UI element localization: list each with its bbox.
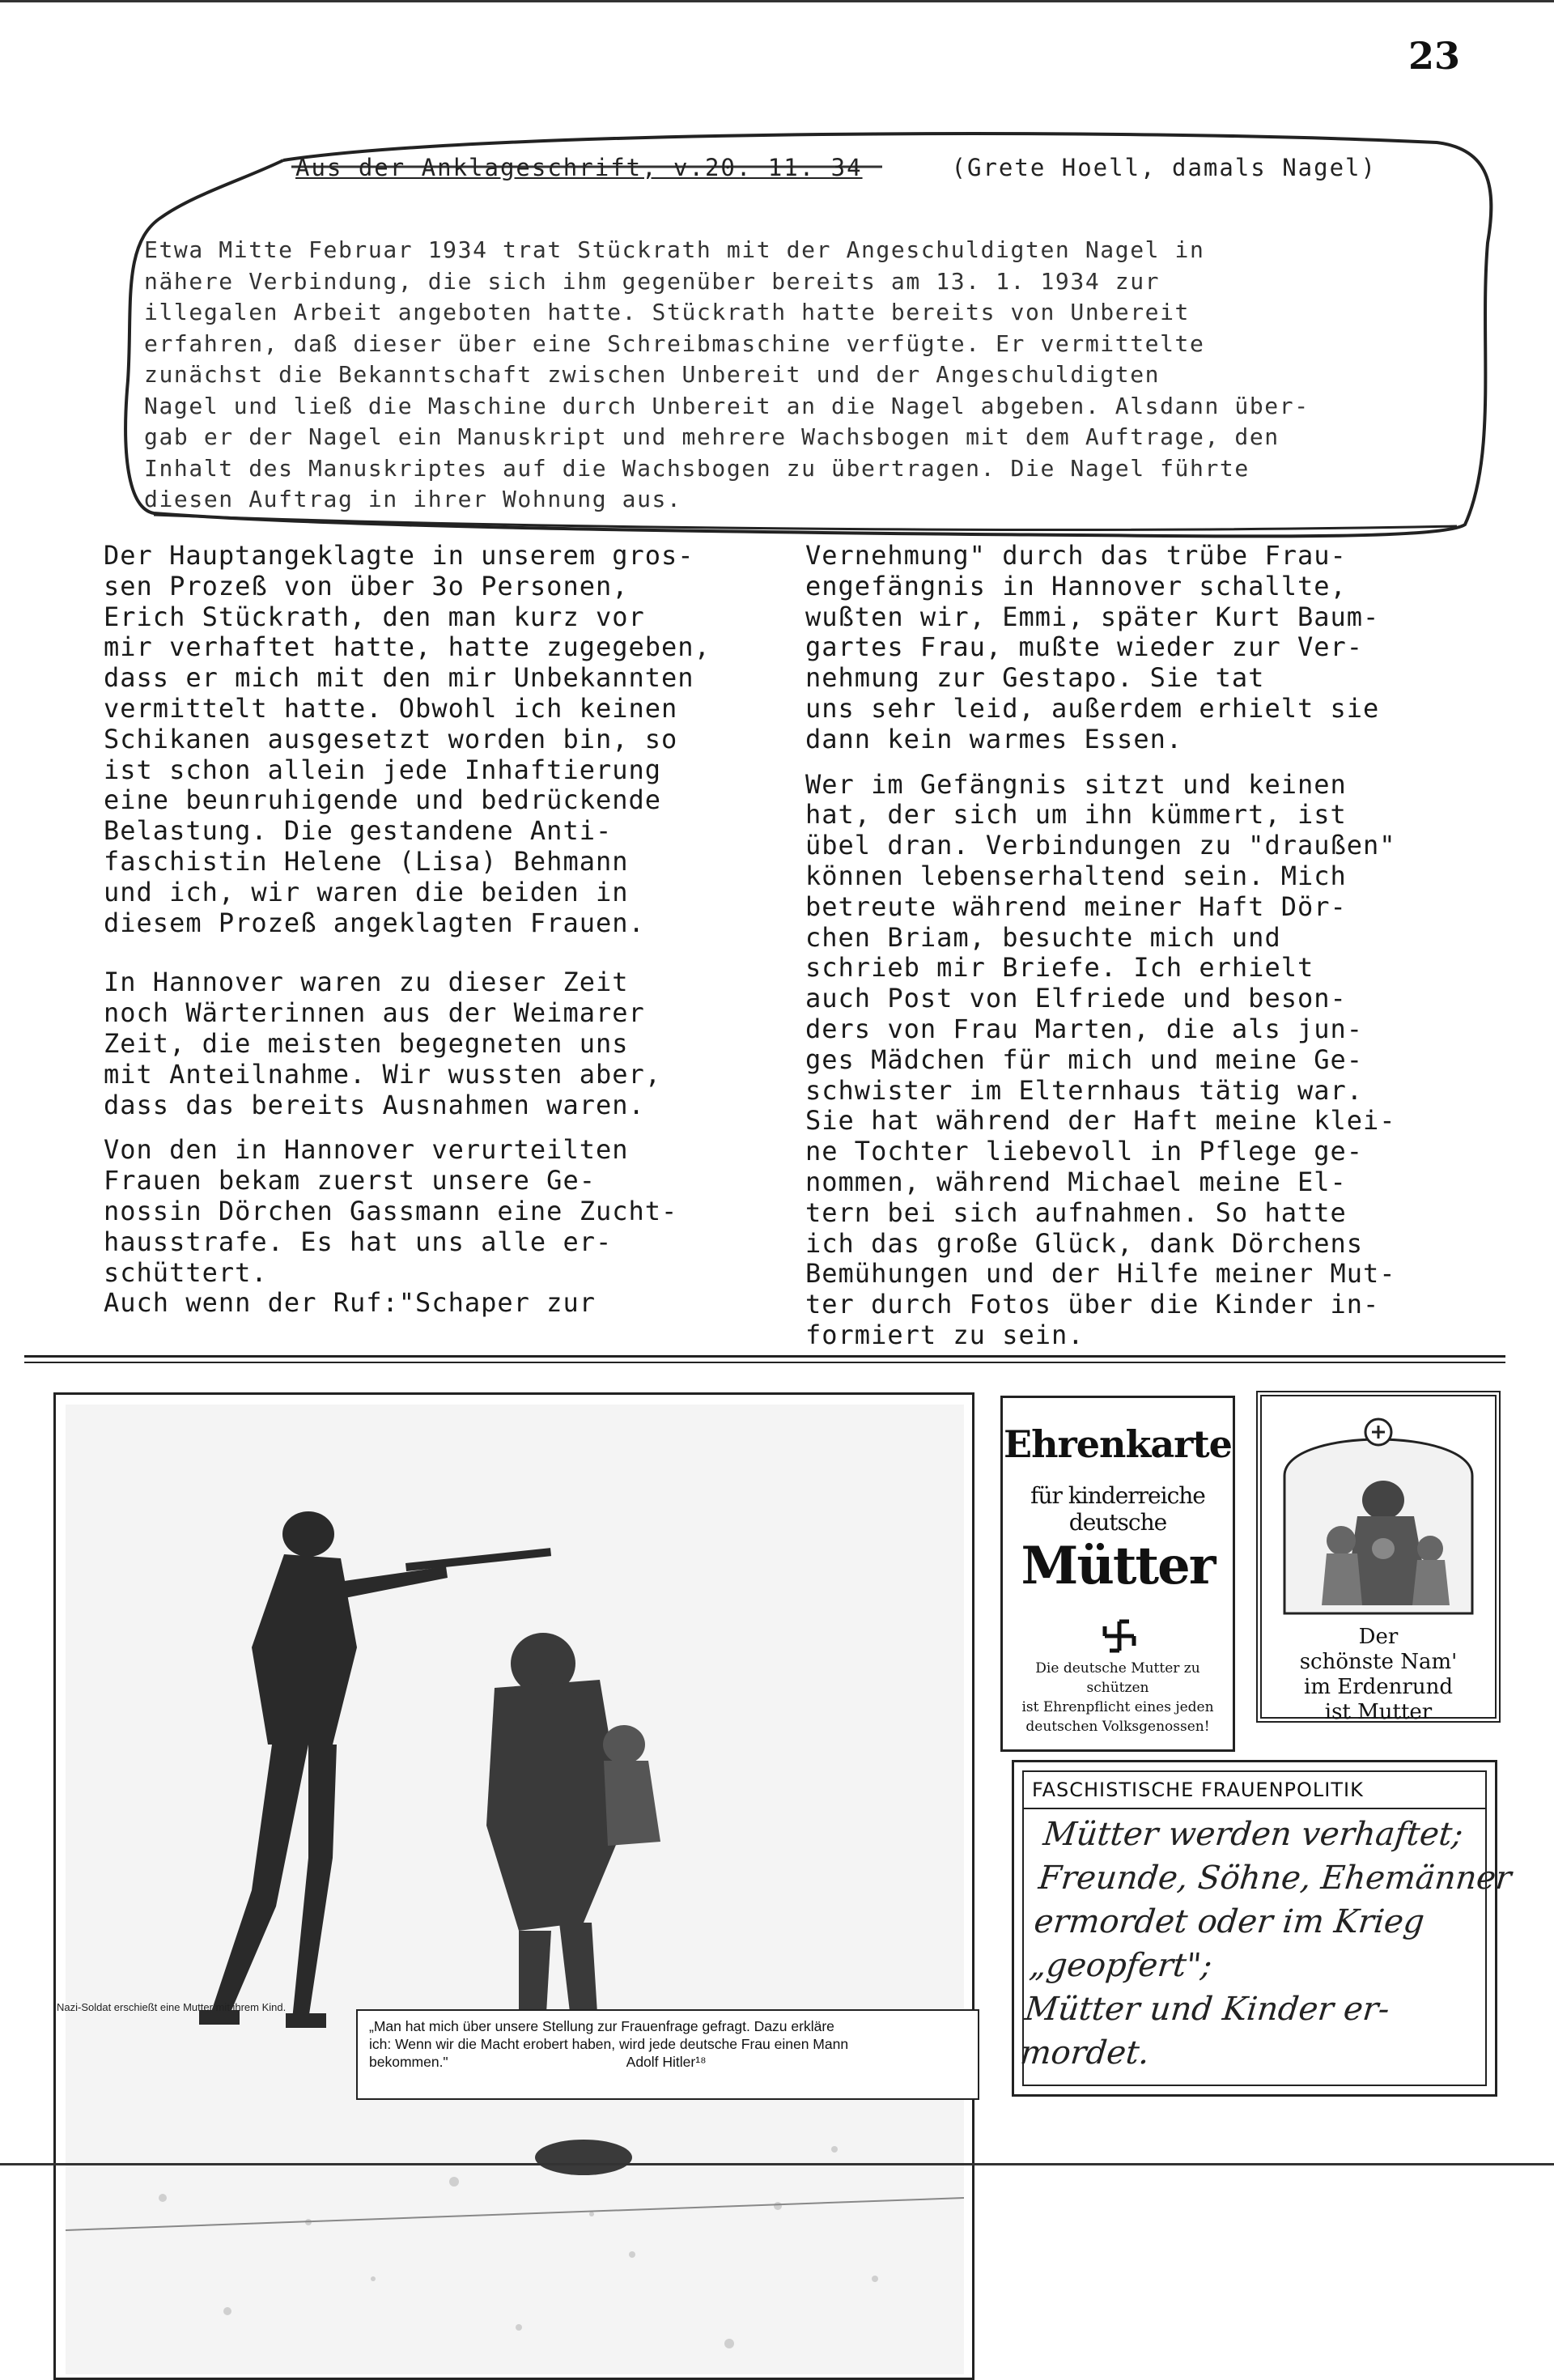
text-line: und ich, wir waren die beiden in — [104, 876, 629, 907]
note-inner-frame — [1018, 1770, 1514, 2086]
note-line: ermordet oder im Krieg — [1032, 1903, 1426, 1940]
text-line: noch Wärterinnen aus der Weimarer — [104, 997, 645, 1029]
note-title: FASCHISTISCHE FRAUENPOLITIK — [1032, 1779, 1364, 1801]
text-line: ich das große Glück, dank Dörchens — [805, 1227, 1364, 1259]
text-line: ges Mädchen für mich und meine Ge- — [805, 1043, 1364, 1075]
poster-verse-line: im Erdenrund — [1304, 1675, 1453, 1699]
poster-verse-line: ist Mutter — [1324, 1700, 1433, 1724]
text-line: sen Prozeß von über 3o Personen, — [104, 570, 629, 601]
excerpt-names: (Grete Hoell, damals Nagel) — [951, 154, 1377, 181]
text-line: Sie hat während der Haft meine klei- — [805, 1105, 1396, 1137]
text-line: Der Hauptangeklagte in unserem gros- — [104, 540, 694, 571]
text-line: ders von Frau Marten, die als jun- — [805, 1013, 1364, 1044]
text-line: Von den in Hannover verurteilten — [104, 1134, 629, 1166]
text-line: schüttert. — [104, 1256, 268, 1288]
poster-mutter: Mütter — [1021, 1536, 1215, 1596]
poster-title: Ehrenkarte — [1004, 1422, 1232, 1466]
text-line: Frauen bekam zuerst unsere Ge- — [104, 1165, 596, 1196]
note-line: „geopfert"; — [1027, 1947, 1214, 1984]
text-line: gartes Frau, mußte wieder zur Ver- — [805, 631, 1364, 663]
poster-slogan-line: Die deutsche Mutter zu schützen — [1035, 1660, 1200, 1696]
text-line: nehmung zur Gestapo. Sie tat — [805, 662, 1265, 694]
poster-slogan — [1003, 1659, 1233, 1736]
text-line: können lebenserhaltend sein. Mich — [805, 860, 1347, 891]
text-line: mir verhaftet hatte, hatte zugegeben, — [104, 631, 711, 663]
text-line: tern bei sich aufnahmen. So hatte — [805, 1196, 1347, 1228]
bottom-border-line — [0, 2163, 1554, 2165]
excerpt-source: Aus der Anklageschrift, v.20. 11. 34 — [295, 154, 863, 181]
section-divider — [24, 1355, 1505, 1358]
fascist-women-policy-box — [1012, 1760, 1514, 2097]
quote-line: ich: Wenn wir die Macht erobert haben, wird jede deutsche Frau einen Mann — [369, 2036, 849, 2052]
note-line: Mütter werden verhaftet; — [1041, 1816, 1465, 1853]
excerpt-line: Inhalt des Manuskriptes auf die Wachsbogen zu übertragen. Die Nagel führte — [144, 454, 1250, 482]
page-number: 23 — [1408, 34, 1461, 78]
text-line: mit Anteilnahme. Wir wussten aber, — [104, 1058, 662, 1090]
text-line: betreute während meiner Haft Dör- — [805, 890, 1347, 922]
text-line: formiert zu sein. — [805, 1319, 1085, 1350]
photo-frame — [53, 1392, 974, 2380]
excerpt-body — [144, 235, 1407, 516]
text-line: In Hannover waren zu dieser Zeit — [104, 967, 629, 998]
text-line: vermittelt hatte. Obwohl ich keinen — [104, 692, 678, 724]
poster-verse — [1262, 1625, 1495, 1725]
text-line: chen Briam, besuchte mich und — [805, 921, 1281, 953]
text-line: hausstrafe. Es hat uns alle er- — [104, 1226, 613, 1257]
text-line: ist schon allein jede Inhaftierung — [104, 754, 662, 785]
text-line: ne Tochter liebevoll in Pflege ge- — [805, 1136, 1364, 1167]
text-line: Bemühungen und der Hilfe meiner Mut- — [805, 1258, 1396, 1290]
text-line: nossin Dörchen Gassmann eine Zucht- — [104, 1195, 678, 1226]
text-line: Auch wenn der Ruf:"Schaper zur — [104, 1287, 596, 1319]
text-line: dass das bereits Ausnahmen waren. — [104, 1089, 645, 1120]
mutter-poster — [1256, 1391, 1501, 1723]
text-line: uns sehr leid, außerdem erhielt sie — [805, 692, 1380, 724]
text-line: faschistin Helene (Lisa) Behmann — [104, 845, 629, 877]
note-handwritten-text — [1018, 1813, 1514, 2075]
excerpt-line: Nagel und ließ die Maschine durch Unbereit an die Nagel abgeben. Alsdann über- — [144, 392, 1310, 419]
excerpt-line: nähere Verbindung, die sich ihm gegenüber bereits am 13. 1. 1934 zur — [144, 267, 1161, 295]
memoir-right-column — [805, 541, 1477, 1351]
quote-line: „Man hat mich über unsere Stellung zur Frauenfrage gefragt. Dazu erkläre — [369, 2018, 834, 2034]
text-line: diesem Prozeß angeklagten Frauen. — [104, 907, 645, 938]
text-line: Zeit, die meisten begegneten uns — [104, 1027, 629, 1059]
text-line: hat, der sich um ihn kümmert, ist — [805, 799, 1347, 831]
section-divider-double — [24, 1362, 1505, 1363]
quote-line: bekommen." — [369, 2054, 448, 2070]
text-line: dass er mich mit den mir Unbekannten — [104, 662, 694, 694]
ehrenkarte-poster — [1000, 1396, 1235, 1752]
mother-children-illustration — [1276, 1411, 1480, 1620]
text-line: Schikanen ausgesetzt worden bin, so — [104, 723, 678, 754]
note-line: Freunde, Söhne, Ehemänner — [1037, 1859, 1514, 1897]
text-line: nommen, während Michael meine El- — [805, 1166, 1347, 1197]
text-line: dann kein warmes Essen. — [805, 723, 1183, 754]
quote-author: Adolf Hitler¹⁸ — [626, 2054, 707, 2070]
excerpt-line: diesen Auftrag in ihrer Wohnung aus. — [144, 486, 682, 512]
poster-slogan-line: deutschen Volksgenossen! — [1025, 1719, 1210, 1735]
excerpt-line: illegalen Arbeit angeboten hatte. Stückrath hatte bereits von Unbereit — [144, 299, 1191, 325]
poster-slogan-line: ist Ehrenpflicht eines jeden — [1021, 1699, 1214, 1715]
text-line: Vernehmung" durch das trübe Frau- — [805, 540, 1347, 571]
text-line: schwister im Elternhaus tätig war. — [805, 1074, 1364, 1106]
text-line: schrieb mir Briefe. Ich erhielt — [805, 952, 1314, 984]
text-line: auch Post von Elfriede und beson- — [805, 983, 1347, 1014]
excerpt-line: zunächst die Bekanntschaft zwischen Unbereit und der Angeschuldigten — [144, 361, 1161, 388]
text-line: ter durch Fotos über die Kinder in- — [805, 1289, 1380, 1320]
text-line: Erich Stückrath, den man kurz vor — [104, 601, 645, 632]
note-title-rule — [1024, 1808, 1485, 1809]
poster-verse-line: schönste Nam' — [1299, 1650, 1458, 1674]
memoir-left-column — [104, 541, 808, 1319]
text-line: Belastung. Die gestandene Anti- — [104, 815, 613, 847]
text-line: Wer im Gefängnis sitzt und keinen — [805, 768, 1347, 800]
note-line: Mütter und Kinder er- — [1023, 1991, 1391, 2028]
swastika-icon — [1102, 1618, 1137, 1654]
text-line: wußten wir, Emmi, später Kurt Baum- — [805, 601, 1380, 632]
excerpt-header — [295, 154, 1377, 181]
photo-caption: Nazi-Soldat erschießt eine Mutter mit ihrem Kind. — [57, 2001, 287, 2013]
soldier-shooting-photo — [66, 1405, 964, 2374]
poster-subtitle: für kinderreiche deutsche — [1030, 1482, 1205, 1536]
text-line: übel dran. Verbindungen zu "draußen" — [805, 830, 1396, 861]
hitler-quote-box — [356, 2009, 979, 2100]
note-line: mordet. — [1018, 2034, 1152, 2072]
poster-verse-line: Der — [1358, 1625, 1399, 1649]
text-line: eine beunruhigende und bedrückende — [104, 784, 662, 816]
text-line: engefängnis in Hannover schallte, — [805, 570, 1347, 601]
excerpt-line: Etwa Mitte Februar 1934 trat Stückrath mit der Angeschuldigten Nagel in — [144, 236, 1205, 263]
excerpt-line: erfahren, daß dieser über eine Schreibmaschine verfügte. Er vermittelte — [144, 329, 1205, 357]
top-border-line — [0, 0, 1554, 2]
excerpt-line: gab er der Nagel ein Manuskript und mehrere Wachsbogen mit dem Auftrage, den — [144, 423, 1280, 450]
